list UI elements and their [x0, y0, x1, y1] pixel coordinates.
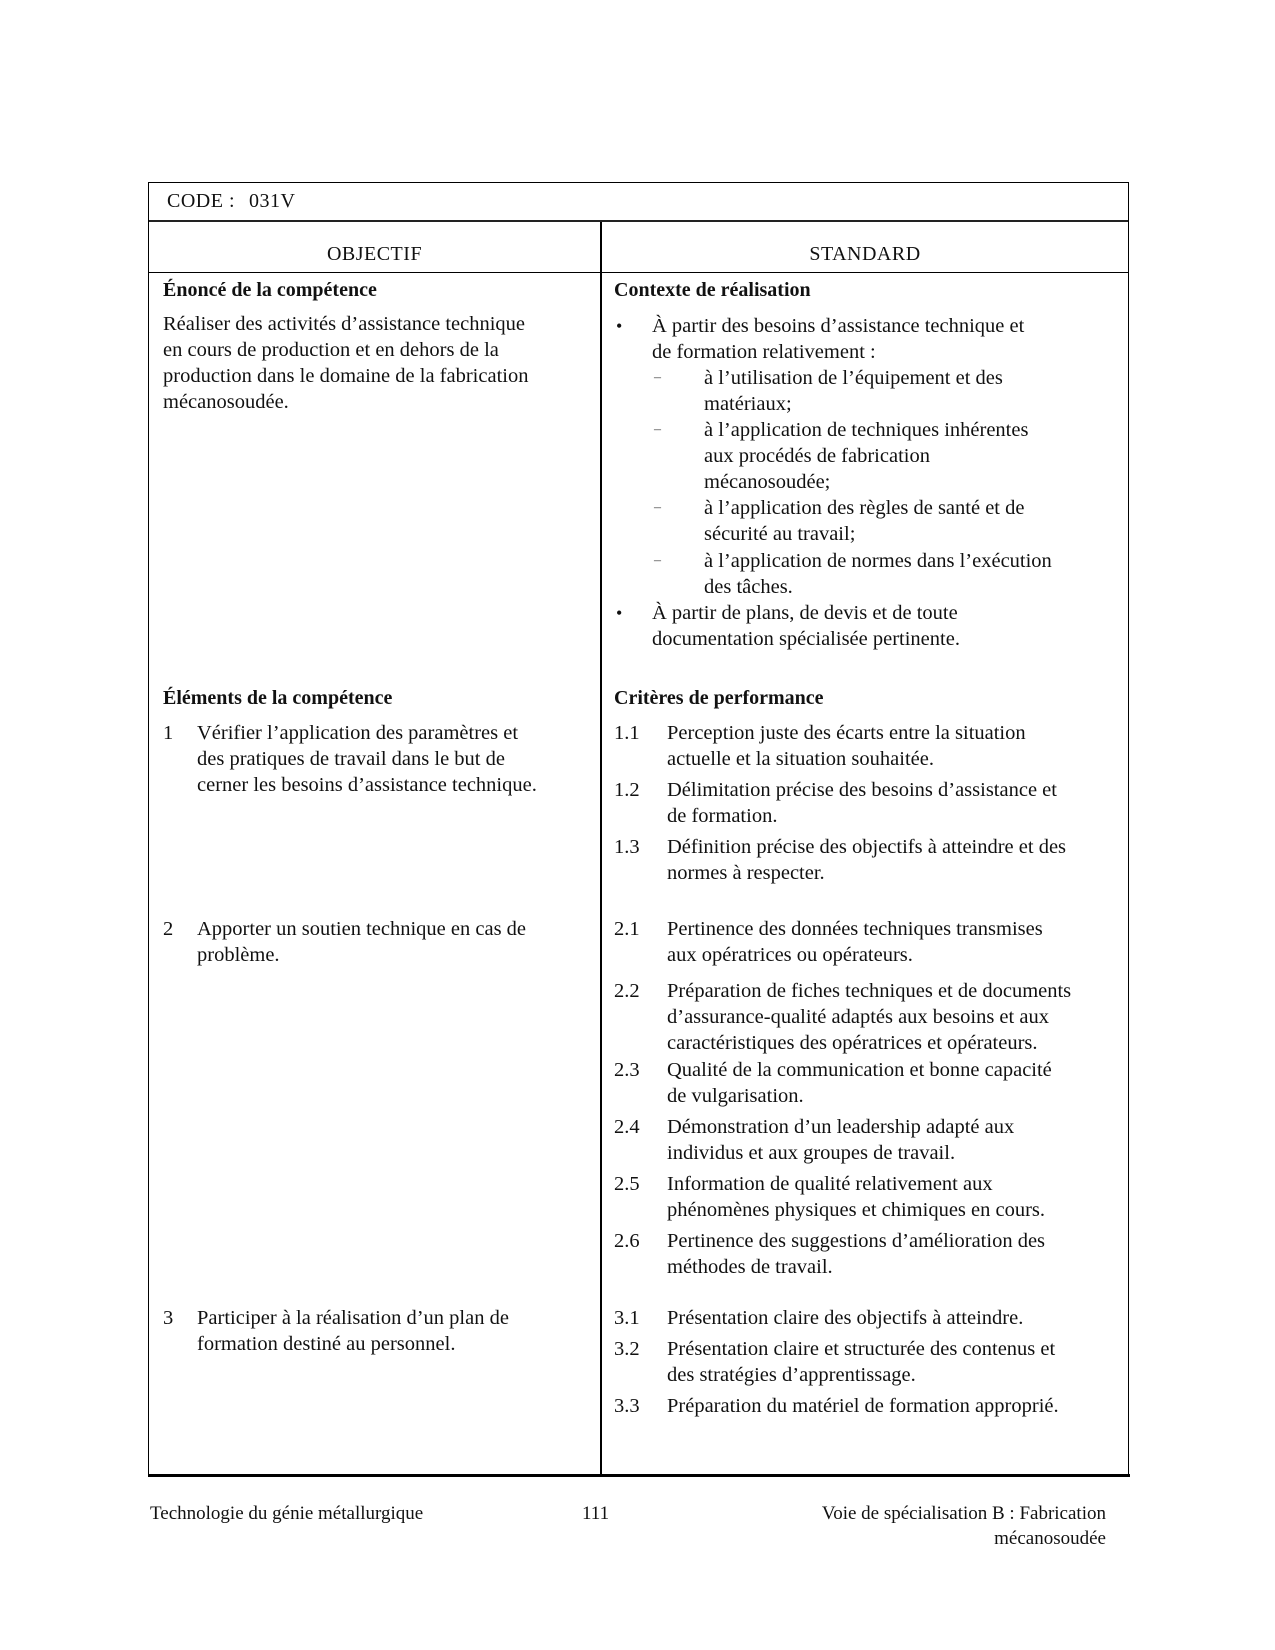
- enonce-line: en cours de production et en dehors de la: [163, 339, 499, 361]
- subitem-line: à l’application de normes dans l’exécution: [704, 550, 1052, 572]
- critere-text: [667, 1336, 1132, 1388]
- critere-number: 2.6: [614, 1230, 640, 1252]
- bullet-line: de formation relativement :: [652, 341, 876, 363]
- critere-line: de vulgarisation.: [667, 1085, 804, 1107]
- element-number: 3: [163, 1307, 174, 1329]
- critere-line: caractéristiques des opératrices et opérateurs.: [667, 1032, 1038, 1054]
- critere-number: 2.3: [614, 1059, 640, 1081]
- enonce-line: Réaliser des activités d’assistance technique: [163, 313, 526, 335]
- column-header-row: [149, 222, 1128, 273]
- critere-text: [667, 777, 1132, 829]
- bullet-icon: •: [616, 603, 623, 623]
- subitem-line: à l’application des règles de santé et de: [704, 497, 1025, 519]
- critere-line: Présentation claire des objectifs à atteindre.: [667, 1307, 1024, 1329]
- bullet-icon: •: [616, 316, 623, 336]
- enonce-title: Énoncé de la compétence: [163, 279, 377, 301]
- critere-line: normes à respecter.: [667, 862, 825, 884]
- dash-icon: –: [654, 370, 661, 385]
- footer-specialization-line: Voie de spécialisation B : Fabrication: [821, 1503, 1106, 1524]
- critere-line: Présentation claire et structurée des contenus et: [667, 1338, 1056, 1360]
- critere-line: Pertinence des données techniques transmises: [667, 918, 1043, 940]
- critere-line: Préparation du matériel de formation approprié.: [667, 1395, 1059, 1417]
- element-line: des pratiques de travail dans le but de: [197, 748, 505, 770]
- critere-number: 1.3: [614, 836, 640, 858]
- element-text: [197, 916, 592, 968]
- enonce-line: mécanosoudée.: [163, 391, 289, 413]
- footer-specialization-line: mécanosoudée: [994, 1528, 1106, 1549]
- elements-title: Éléments de la compétence: [163, 687, 393, 709]
- critere-number: 1.1: [614, 722, 640, 744]
- element-line: formation destiné au personnel.: [197, 1333, 456, 1355]
- bullet-text: [652, 600, 1082, 652]
- dash-icon: –: [654, 553, 661, 568]
- critere-text: [667, 1228, 1132, 1280]
- critere-line: actuelle et la situation souhaitée.: [667, 748, 934, 770]
- element-line: cerner les besoins d’assistance technique.: [197, 774, 537, 796]
- critere-line: Définition précise des objectifs à atteindre et des: [667, 836, 1067, 858]
- critere-number: 3.3: [614, 1395, 640, 1417]
- critere-text: [667, 1393, 1132, 1419]
- subitem-text: [704, 365, 1104, 417]
- column-divider: [600, 222, 602, 1475]
- critere-line: phénomènes physiques et chimiques en cours.: [667, 1199, 1046, 1221]
- critere-line: Perception juste des écarts entre la situation: [667, 722, 1026, 744]
- critere-number: 3.2: [614, 1338, 640, 1360]
- dash-icon: –: [654, 500, 661, 515]
- critere-line: individus et aux groupes de travail.: [667, 1142, 956, 1164]
- critere-line: d’assurance-qualité adaptés aux besoins et aux: [667, 1006, 1049, 1028]
- footer-page-number: 111: [582, 1503, 610, 1524]
- subitem-line: sécurité au travail;: [704, 523, 856, 545]
- column-header-objectif: OBJECTIF: [326, 243, 423, 265]
- critere-line: Qualité de la communication et bonne capacité: [667, 1059, 1052, 1081]
- critere-line: méthodes de travail.: [667, 1256, 833, 1278]
- subitem-line: à l’application de techniques inhérentes: [704, 419, 1029, 441]
- critere-line: Information de qualité relativement aux: [667, 1173, 993, 1195]
- critere-number: 3.1: [614, 1307, 640, 1329]
- competency-table: [148, 182, 1129, 1476]
- contexte-title: Contexte de réalisation: [614, 279, 811, 301]
- enonce-line: production dans le domaine de la fabrication: [163, 365, 529, 387]
- subitem-text: [704, 495, 1104, 547]
- subitem-line: aux procédés de fabrication: [704, 445, 930, 467]
- critere-text: [667, 1305, 1132, 1331]
- enonce-text: [163, 311, 528, 415]
- subitem-line: matériaux;: [704, 393, 792, 415]
- column-header-standard: STANDARD: [809, 243, 921, 265]
- critere-text: [667, 978, 1132, 1056]
- critere-text: [667, 1171, 1132, 1223]
- critere-text: [667, 1114, 1132, 1166]
- critere-line: Démonstration d’un leadership adapté aux: [667, 1116, 1015, 1138]
- bullet-line: documentation spécialisée pertinente.: [652, 628, 960, 650]
- bullet-line: À partir des besoins d’assistance technique et: [652, 315, 1025, 337]
- subitem-line: mécanosoudée;: [704, 471, 831, 493]
- critere-number: 2.5: [614, 1173, 640, 1195]
- critere-line: Préparation de fiches techniques et de documents: [667, 980, 1072, 1002]
- critere-number: 2.1: [614, 918, 640, 940]
- bullet-text: [652, 313, 1082, 365]
- code-label: CODE :: [167, 190, 235, 212]
- critere-number: 2.4: [614, 1116, 640, 1138]
- critere-text: [667, 834, 1132, 886]
- element-number: 2: [163, 918, 174, 940]
- critere-number: 1.2: [614, 779, 640, 801]
- subitem-text: [704, 548, 1104, 600]
- critere-line: des stratégies d’apprentissage.: [667, 1364, 916, 1386]
- subitem-line: des tâches.: [704, 576, 793, 598]
- bullet-line: À partir de plans, de devis et de toute: [652, 602, 958, 624]
- element-text: [197, 1305, 592, 1357]
- critere-text: [667, 916, 1132, 968]
- element-line: Apporter un soutien technique en cas de: [197, 918, 527, 940]
- critere-line: Pertinence des suggestions d’amélioration des: [667, 1230, 1046, 1252]
- element-line: problème.: [197, 944, 280, 966]
- critere-number: 2.2: [614, 980, 640, 1002]
- code-row: [149, 183, 1128, 222]
- dash-icon: –: [654, 422, 661, 437]
- footer-specialization: [760, 1501, 1106, 1551]
- footer-program-title: Technologie du génie métallurgique: [150, 1503, 424, 1524]
- critere-text: [667, 720, 1132, 772]
- criteres-title: Critères de performance: [614, 687, 824, 709]
- subitem-text: [704, 417, 1104, 495]
- element-text: [197, 720, 592, 798]
- critere-line: Délimitation précise des besoins d’assistance et: [667, 779, 1057, 801]
- code-value: 031V: [249, 190, 296, 212]
- element-line: Participer à la réalisation d’un plan de: [197, 1307, 509, 1329]
- table-bottom-border: [148, 1474, 1130, 1477]
- critere-line: de formation.: [667, 805, 778, 827]
- element-line: Vérifier l’application des paramètres et: [197, 722, 519, 744]
- element-number: 1: [163, 722, 174, 744]
- subitem-line: à l’utilisation de l’équipement et des: [704, 367, 1003, 389]
- critere-text: [667, 1057, 1132, 1109]
- critere-line: aux opératrices ou opérateurs.: [667, 944, 913, 966]
